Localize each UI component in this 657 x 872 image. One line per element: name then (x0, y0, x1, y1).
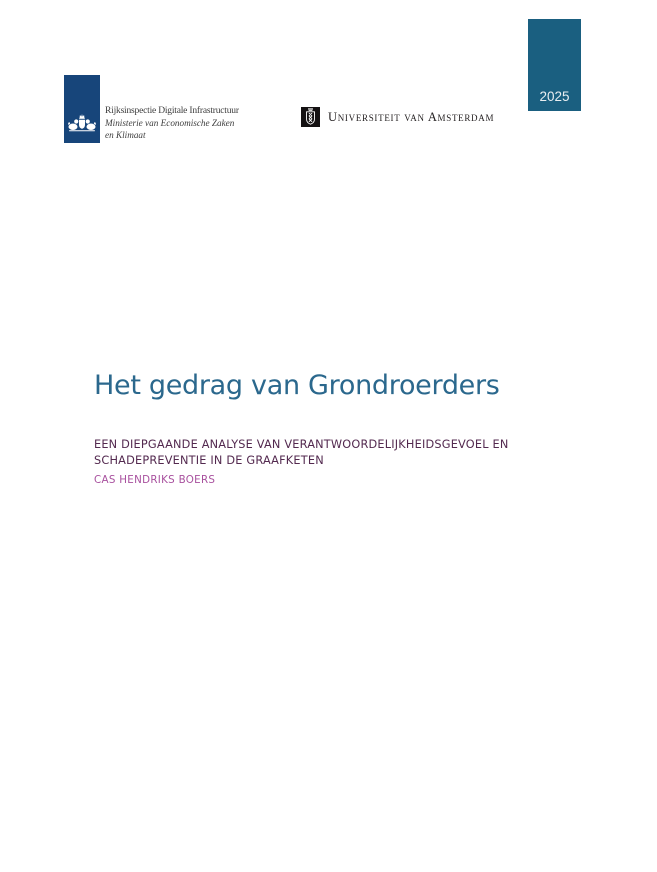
page-subtitle (94, 437, 508, 468)
author-name: CAS HENDRIKS BOERS (94, 474, 216, 486)
university-name: Universiteit van Amsterdam (328, 109, 495, 124)
rijksoverheid-ribbon (64, 75, 100, 143)
page-title: Het gedrag van Grondroerders (94, 370, 500, 401)
year-badge (528, 19, 581, 111)
ministry-line-2: en Klimaat (105, 129, 146, 140)
org-name: Rijksinspectie Digitale Infrastructuur (105, 106, 239, 116)
dutch-coat-of-arms-icon (67, 113, 97, 139)
uva-logo (301, 107, 494, 127)
year-text: 2025 (539, 89, 570, 104)
subtitle-line-2: SCHADEPREVENTIE IN DE GRAAFKETEN (94, 453, 324, 467)
ministry-line-1: Ministerie van Economische Zaken (105, 118, 235, 128)
amsterdam-shield-icon (301, 107, 320, 127)
rijksoverheid-wordmark (105, 105, 239, 141)
subtitle-line-1: EEN DIEPGAANDE ANALYSE VAN VERANTWOORDELIJKHEIDSGEVOEL EN (94, 438, 509, 451)
